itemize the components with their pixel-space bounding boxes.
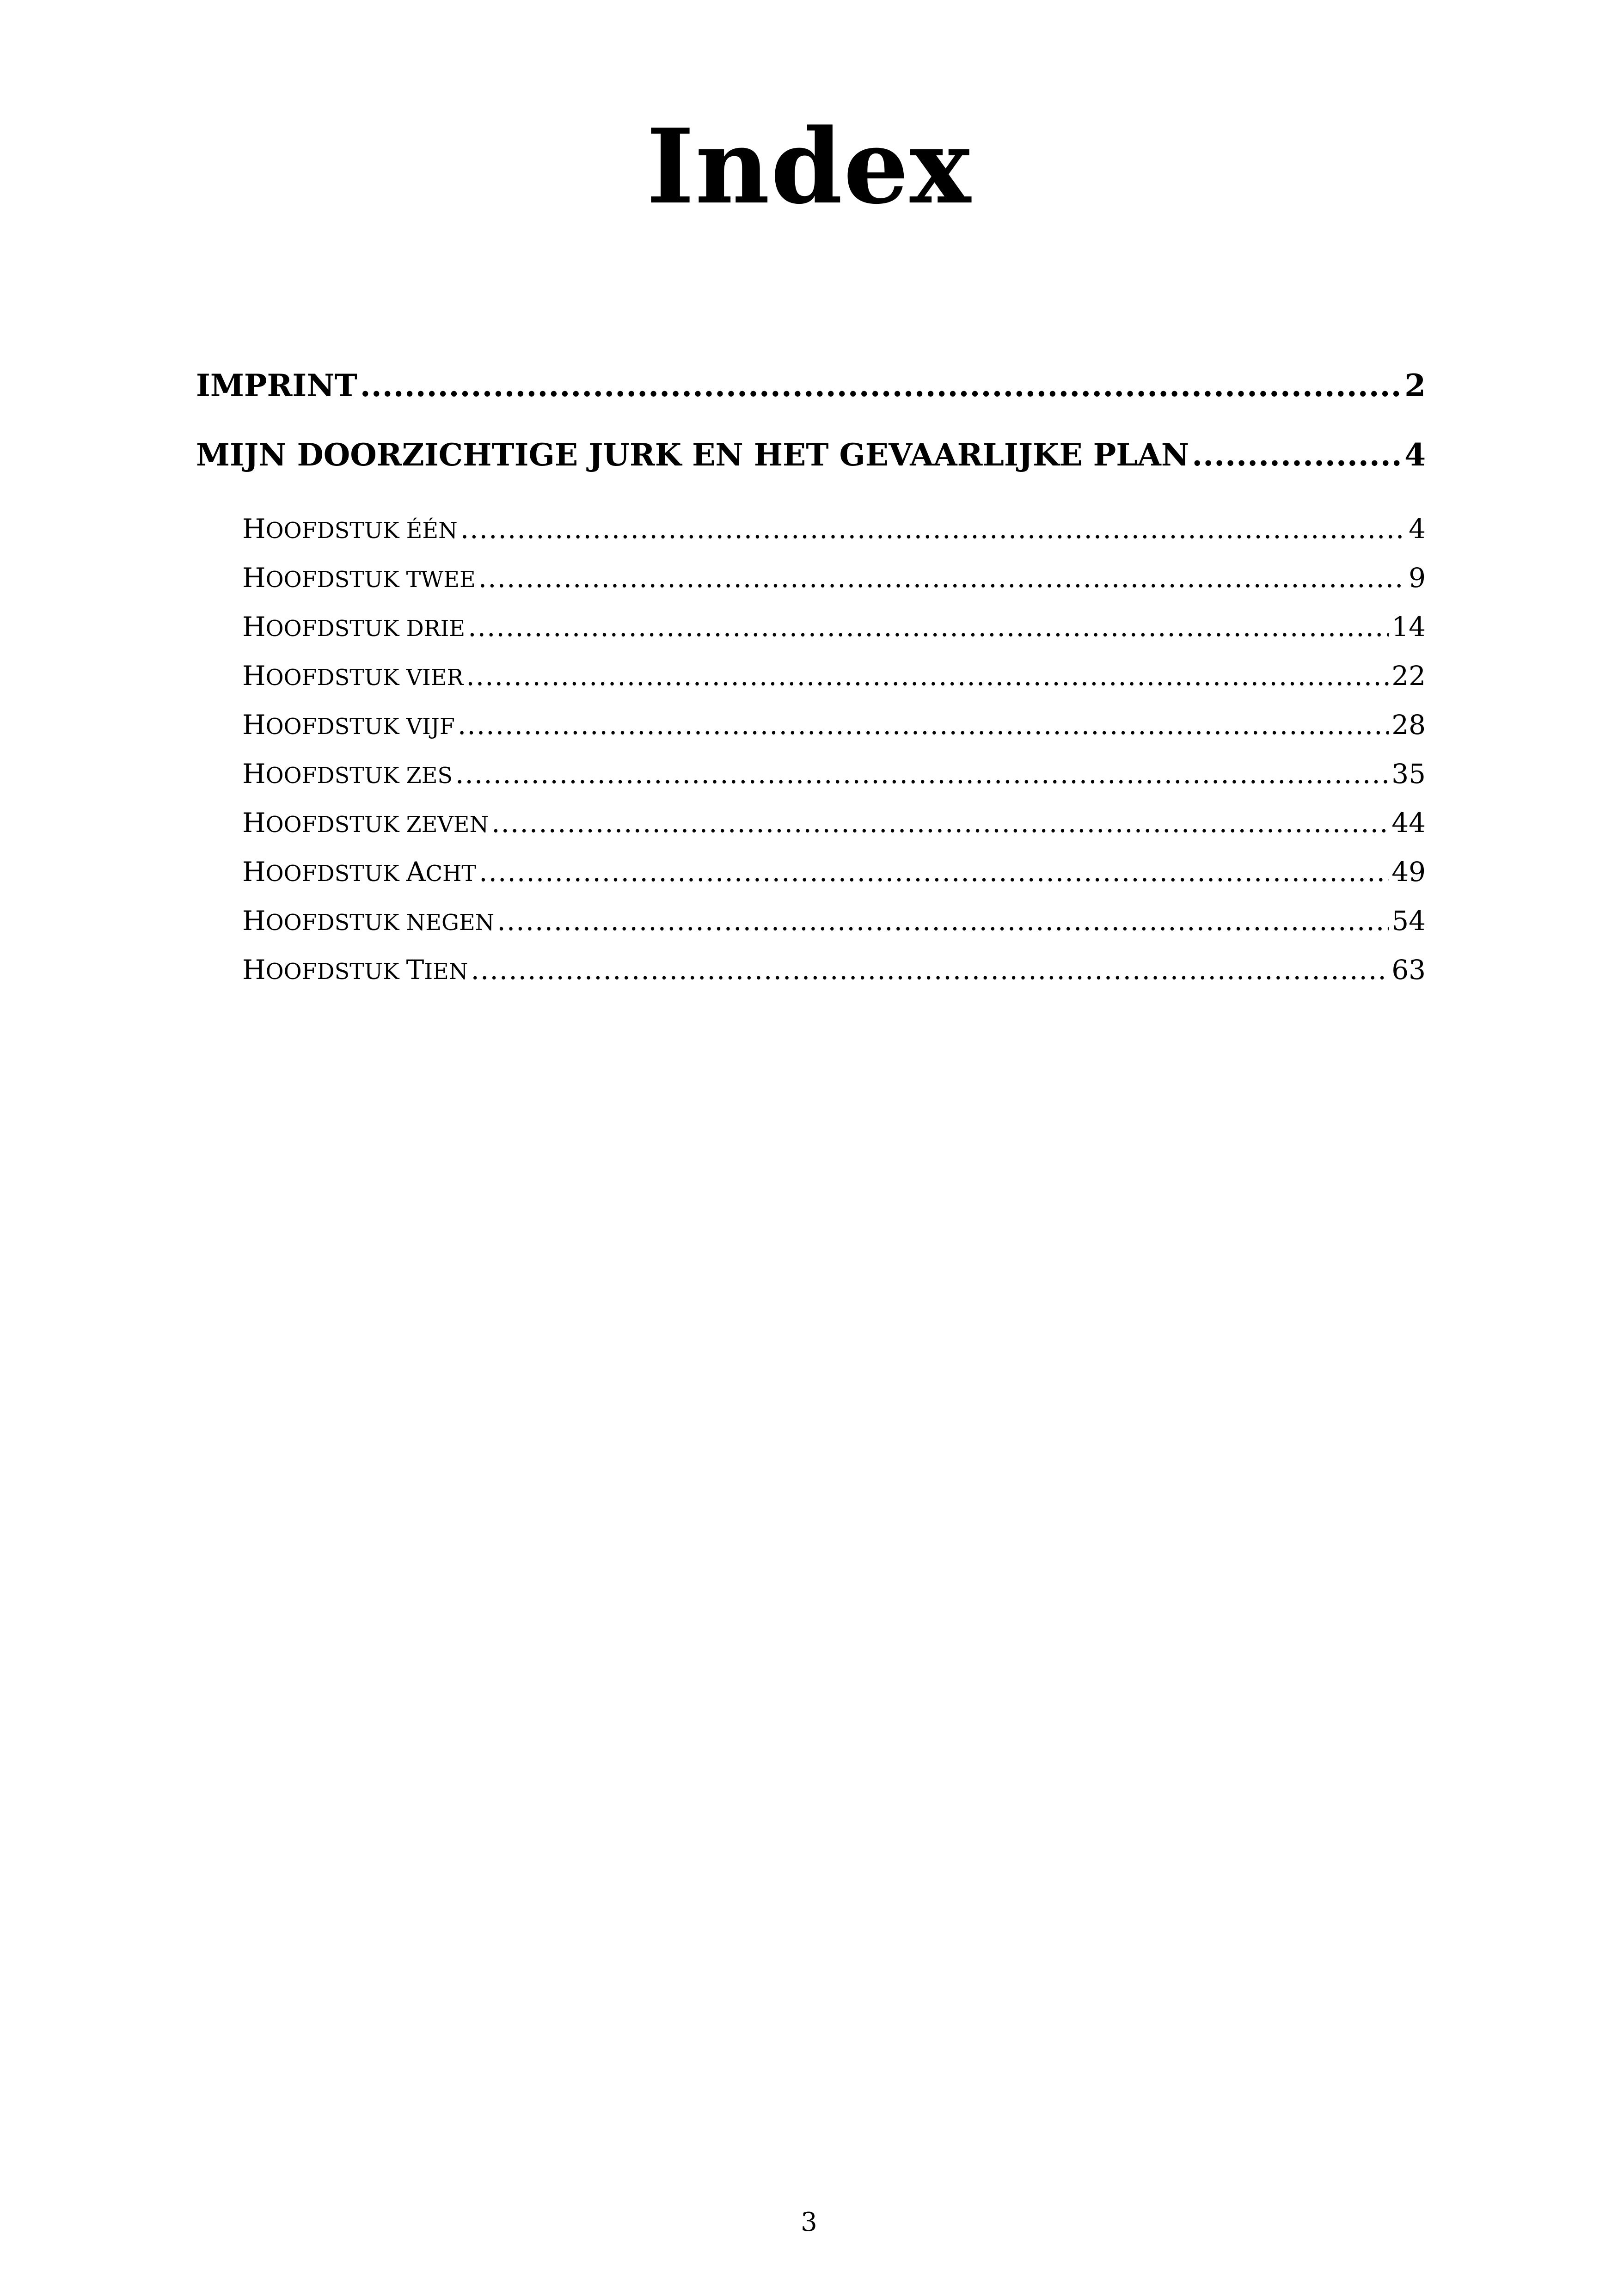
toc-dot-leader <box>497 905 1389 937</box>
toc-chapter-label: HOOFDSTUK TIEN <box>242 954 468 986</box>
toc-chapter-9[interactable] <box>242 905 1426 942</box>
page-footer-number: 3 <box>801 2207 817 2237</box>
toc-entry-label: IMPRINT <box>196 367 357 404</box>
toc-chapter-2[interactable] <box>242 562 1426 599</box>
toc-chapter-page: 35 <box>1391 758 1426 790</box>
toc-chapter-7[interactable] <box>242 807 1426 844</box>
toc-chapter-1[interactable] <box>242 513 1426 550</box>
toc-chapter-label: HOOFDSTUK DRIE <box>242 611 466 643</box>
toc-chapter-page: 9 <box>1409 562 1426 594</box>
toc-chapter-10[interactable] <box>242 954 1426 991</box>
toc-entry-page: 2 <box>1404 367 1426 404</box>
toc-chapter-label: HOOFDSTUK ACHT <box>242 856 477 888</box>
toc-chapter-page: 22 <box>1391 660 1426 692</box>
toc-chapter-label: HOOFDSTUK TWEE <box>242 562 476 594</box>
toc-chapter-label: HOOFDSTUK NEGEN <box>242 905 495 937</box>
toc-chapter-page: 14 <box>1391 611 1426 643</box>
toc-entry-page: 4 <box>1404 437 1426 473</box>
toc-chapter-label: HOOFDSTUK ZEVEN <box>242 807 489 839</box>
toc-dot-leader <box>458 709 1389 741</box>
toc-dot-leader <box>471 954 1389 986</box>
toc-chapter-label: HOOFDSTUK ZES <box>242 758 453 790</box>
toc-chapter-5[interactable] <box>242 709 1426 746</box>
toc-dot-leader <box>455 758 1389 790</box>
toc-dot-leader <box>468 611 1389 643</box>
toc-chapter-label: HOOFDSTUK ÉÉN <box>242 513 458 545</box>
toc-dot-leader <box>1192 437 1402 473</box>
page-title: Index <box>646 107 972 227</box>
toc-chapter-label: HOOFDSTUK VIER <box>242 660 464 692</box>
toc-chapter-page: 49 <box>1391 856 1426 888</box>
toc-chapter-4[interactable] <box>242 660 1426 697</box>
toc-chapter-page: 63 <box>1391 954 1426 986</box>
toc-entry-label: MIJN DOORZICHTIGE JURK EN HET GEVAARLIJKE PLAN <box>196 437 1189 473</box>
toc-dot-leader <box>460 513 1406 545</box>
toc-chapter-page: 28 <box>1391 709 1426 741</box>
toc-dot-leader <box>478 562 1406 594</box>
toc-chapter-label: HOOFDSTUK VIJF <box>242 709 455 741</box>
toc-chapter-page: 44 <box>1391 807 1426 839</box>
toc-chapter-page: 4 <box>1409 513 1426 545</box>
toc-entry-main-story[interactable] <box>196 437 1426 478</box>
toc-chapter-3[interactable] <box>242 611 1426 648</box>
toc-dot-leader <box>479 856 1389 888</box>
toc-chapter-6[interactable] <box>242 758 1426 795</box>
toc-chapter-page: 54 <box>1391 905 1426 937</box>
toc-dot-leader <box>466 660 1389 692</box>
toc-dot-leader <box>360 367 1402 404</box>
toc-entry-imprint[interactable] <box>196 367 1426 409</box>
toc-dot-leader <box>491 807 1389 839</box>
toc-chapter-8[interactable] <box>242 856 1426 893</box>
